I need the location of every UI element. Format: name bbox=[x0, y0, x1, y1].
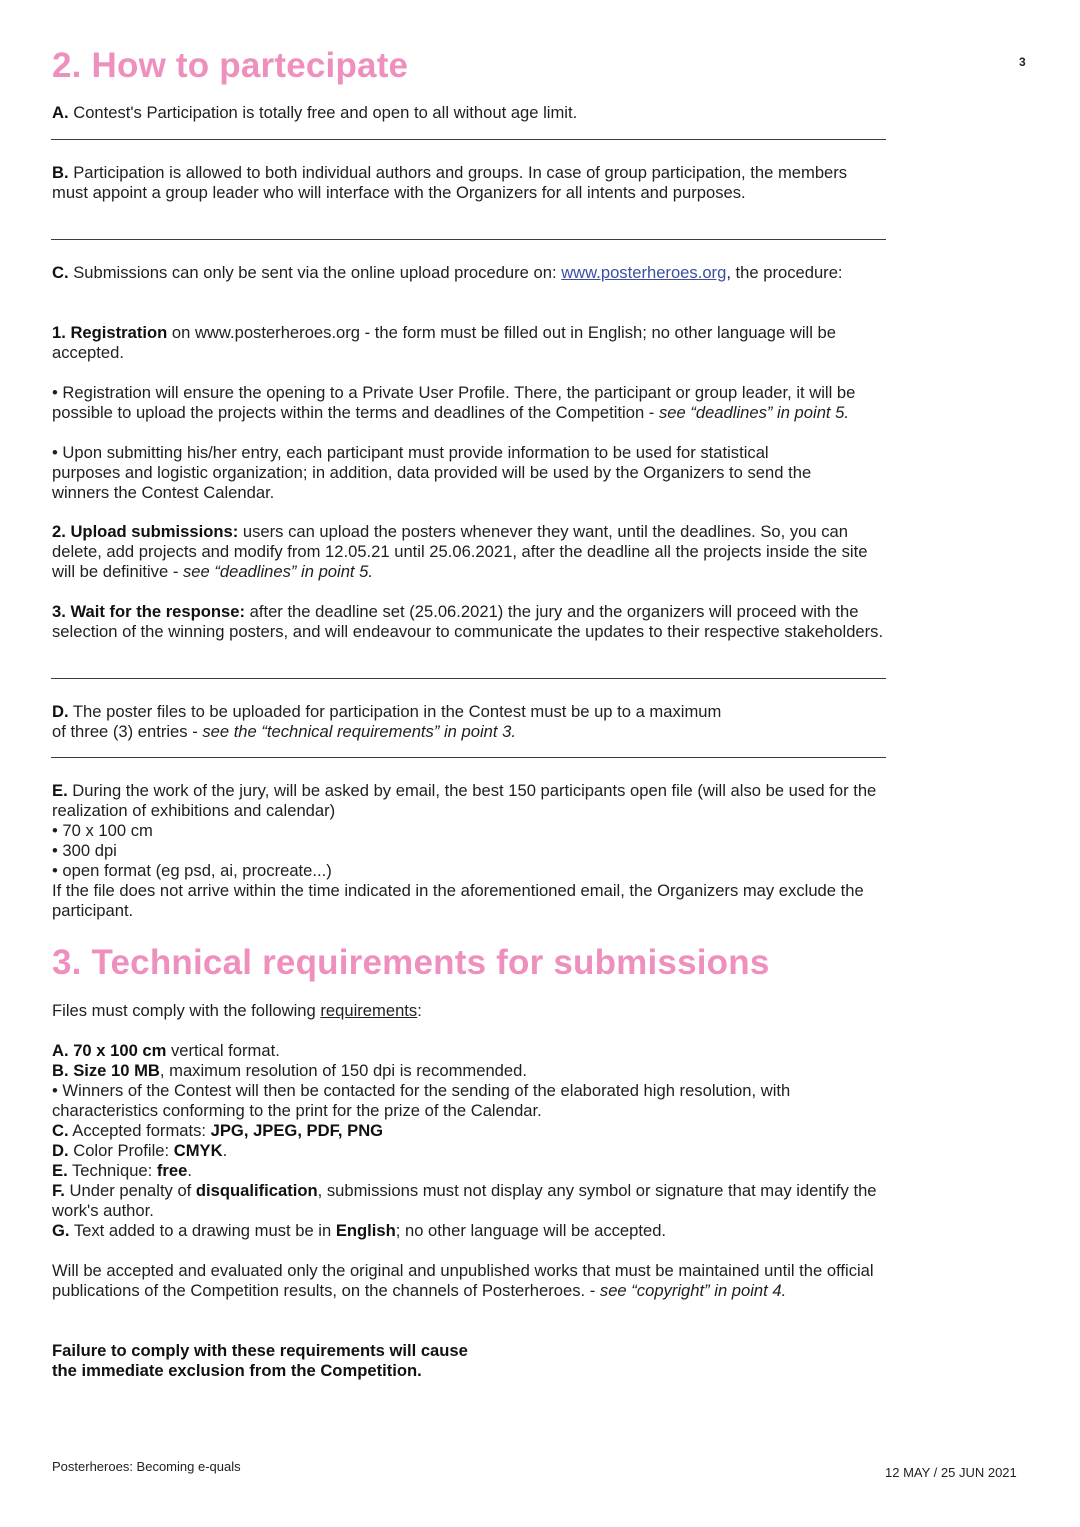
footer-title: Posterheroes: Becoming e-quals bbox=[52, 1459, 241, 1474]
req-b-label: B. bbox=[52, 1061, 69, 1080]
item-b-label: B. bbox=[52, 163, 69, 182]
step-3-text: after the deadline set (25.06.2021) the jury and the organizers will proceed with the selection of the winning posters, and will endeavour to communicate the updates to their respective stakeholders. bbox=[52, 602, 884, 641]
requirement-c bbox=[52, 1121, 882, 1141]
item-e-bullet: • 70 x 100 cm bbox=[52, 821, 153, 840]
posterheroes-link[interactable]: www.posterheroes.org bbox=[561, 263, 727, 282]
bullet-1-text: • Registration will ensure the opening to a Private User Profile. There, the participant or group leader, it will be possible to upload the projects within the terms and deadlines of the Competition - bbox=[52, 383, 856, 422]
req-d-text: Color Profile: bbox=[68, 1141, 174, 1160]
req-d-label: D. bbox=[52, 1141, 69, 1160]
req-d-end: . bbox=[222, 1141, 228, 1160]
warning-line-2: the immediate exclusion from the Competition. bbox=[52, 1361, 422, 1380]
item-d-label: D. bbox=[52, 702, 69, 721]
item-e-text: During the work of the jury, will be asked by email, the best 150 participants open file (will also be used for the realization of exhibitions and calendar) bbox=[52, 781, 877, 820]
step-3-response bbox=[52, 602, 892, 642]
req-a-label: A. bbox=[52, 1041, 69, 1060]
item-b-text: Participation is allowed to both individual authors and groups. In case of group participation, the members must appoint a group leader who will interface with the Organizers for all intents and purposes. bbox=[52, 163, 848, 202]
req-e-bold: free bbox=[156, 1161, 188, 1180]
bullet-2-text: • Upon submitting his/her entry, each participant must provide information to be used for statistical purposes and logistic organization; in addition, data provided will be used by the Organizers to send the winners the Contest Calendar. bbox=[52, 443, 812, 502]
divider bbox=[51, 239, 886, 240]
req-e-label: E. bbox=[52, 1161, 68, 1180]
req-f-bold: disqualification bbox=[195, 1181, 318, 1200]
req-f-text: Under penalty of bbox=[64, 1181, 196, 1200]
requirement-a bbox=[52, 1041, 882, 1061]
req-c-text: Accepted formats: bbox=[68, 1121, 211, 1140]
note-text: Will be accepted and evaluated only the original and unpublished works that must be maintained until the official publications of the Competition results, on the channels of Posterheroes. - bbox=[52, 1261, 874, 1300]
warning-line-1: Failure to comply with these requirements will cause bbox=[52, 1341, 468, 1360]
step-3-label: 3. Wait for the response: bbox=[52, 602, 246, 621]
req-e-text: Technique: bbox=[67, 1161, 157, 1180]
req-e-end: . bbox=[187, 1161, 192, 1180]
item-e-paragraph bbox=[52, 781, 882, 821]
exclusion-warning bbox=[52, 1341, 652, 1381]
item-e-block bbox=[52, 781, 882, 921]
section-3-heading: 3. Technical requirements for submissions bbox=[52, 943, 770, 982]
requirement-f bbox=[52, 1181, 882, 1221]
item-e-bullet: • 300 dpi bbox=[52, 841, 117, 860]
item-a-text: Contest's Participation is totally free and open to all without age limit. bbox=[68, 103, 578, 122]
requirements-intro bbox=[52, 1001, 902, 1021]
requirement-e bbox=[52, 1161, 882, 1181]
step-2-text: users can upload the posters whenever they want, until the deadlines. So, you can delete, add projects and modify from 12.05.21 until 25.06.2021, after the deadline all the projects inside the site will be definitive - bbox=[52, 522, 868, 581]
req-g-text: Text added to a drawing must be in bbox=[69, 1221, 336, 1240]
bullet-1-italic: see “deadlines” in point 5. bbox=[658, 403, 849, 422]
req-g-text2: ; no other language will be accepted. bbox=[395, 1221, 667, 1240]
step-2-label: 2. Upload submissions: bbox=[52, 522, 239, 541]
item-c-text-after: , the procedure: bbox=[726, 263, 843, 282]
requirements-list bbox=[52, 1041, 882, 1241]
divider bbox=[51, 757, 886, 758]
item-a-paragraph bbox=[52, 103, 902, 123]
requirement-d bbox=[52, 1141, 882, 1161]
req-a-text: vertical format. bbox=[166, 1041, 280, 1060]
req-f-label: F. bbox=[52, 1181, 65, 1200]
note-italic: see “copyright” in point 4. bbox=[599, 1281, 787, 1300]
item-c-label: C. bbox=[52, 263, 69, 282]
intro-end: : bbox=[417, 1001, 422, 1020]
requirement-b-bullet: • Winners of the Contest will then be contacted for the sending of the elaborated high resolution, with characteristics conforming to the print for the prize of the Calendar. bbox=[52, 1081, 791, 1120]
item-b-paragraph bbox=[52, 163, 872, 203]
page-number: 3 bbox=[1019, 55, 1026, 69]
item-a-label: A. bbox=[52, 103, 69, 122]
section-2-heading: 2. How to partecipate bbox=[52, 46, 409, 85]
intro-text: Files must comply with the following bbox=[52, 1001, 321, 1020]
item-d-paragraph bbox=[52, 702, 732, 742]
item-e-closing: If the file does not arrive within the time indicated in the aforementioned email, the Organizers may exclude the participant. bbox=[52, 881, 864, 920]
item-d-text: The poster files to be uploaded for participation in the Contest must be up to a maximum of three (3) entries - bbox=[52, 702, 722, 741]
step-2-italic: see “deadlines” in point 5. bbox=[182, 562, 373, 581]
footer-dates: 12 MAY / 25 JUN 2021 bbox=[885, 1465, 1017, 1480]
registration-bullet-1 bbox=[52, 383, 892, 423]
originality-note bbox=[52, 1261, 882, 1301]
req-c-label: C. bbox=[52, 1121, 69, 1140]
step-1-text: on www.posterheroes.org - the form must be filled out in English; no other language will be accepted. bbox=[52, 323, 836, 362]
req-f-text2: , submissions must not display any symbol or signature that may identify the work's author. bbox=[52, 1181, 877, 1220]
step-1-registration bbox=[52, 323, 892, 363]
requirement-b bbox=[52, 1061, 882, 1081]
item-c-text: Submissions can only be sent via the online upload procedure on: bbox=[68, 263, 562, 282]
req-b-bold: Size 10 MB bbox=[68, 1061, 160, 1080]
step-1-label: 1. Registration bbox=[52, 323, 168, 342]
step-2-upload bbox=[52, 522, 877, 582]
req-g-bold: English bbox=[335, 1221, 396, 1240]
req-d-bold: CMYK bbox=[173, 1141, 223, 1160]
registration-bullet-2 bbox=[52, 443, 832, 503]
req-c-bold: JPG, JPEG, PDF, PNG bbox=[210, 1121, 384, 1140]
requirements-underlined: requirements bbox=[320, 1001, 418, 1020]
item-e-bullet: • open format (eg psd, ai, procreate...) bbox=[52, 861, 332, 880]
item-e-label: E. bbox=[52, 781, 68, 800]
req-a-bold: 70 x 100 cm bbox=[68, 1041, 167, 1060]
divider bbox=[51, 678, 886, 679]
requirement-g bbox=[52, 1221, 882, 1241]
item-d-italic: see the “technical requirements” in point 3. bbox=[202, 722, 516, 741]
divider bbox=[51, 139, 886, 140]
item-c-paragraph bbox=[52, 263, 852, 283]
req-g-label: G. bbox=[52, 1221, 70, 1240]
req-b-text: , maximum resolution of 150 dpi is recommended. bbox=[159, 1061, 527, 1080]
